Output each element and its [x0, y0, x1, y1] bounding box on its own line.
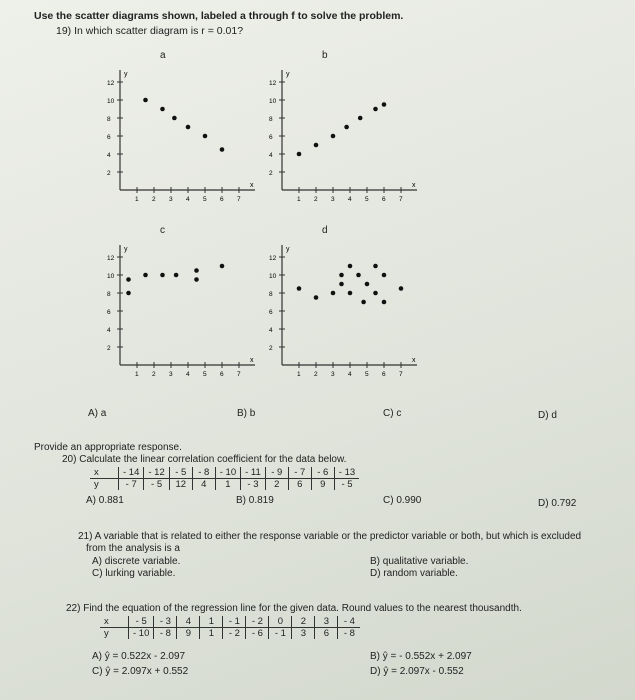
data-point: [174, 273, 179, 278]
x-tick-label: 6: [220, 196, 224, 203]
data-point: [399, 286, 404, 291]
q20-option-c[interactable]: C) 0.990: [383, 495, 422, 506]
data-point: [382, 300, 387, 305]
plot-label: a: [160, 50, 166, 61]
q19-option-c[interactable]: C) c: [383, 408, 402, 419]
y-tick-label: 2: [107, 345, 111, 352]
x-tick-label: 7: [399, 371, 403, 378]
data-point: [143, 98, 148, 103]
table-cell: - 8: [338, 628, 361, 640]
table-cell: 3: [292, 628, 315, 640]
table-cell: - 5: [129, 616, 154, 628]
data-point: [314, 143, 319, 148]
data-point: [297, 286, 302, 291]
table-cell: x: [100, 616, 129, 628]
y-tick-label: 6: [269, 309, 273, 316]
data-point: [194, 268, 199, 273]
x-axis-label: x: [250, 357, 254, 364]
plot-label: c: [160, 225, 165, 236]
x-tick-label: 5: [203, 196, 207, 203]
data-point: [331, 134, 336, 139]
y-tick-label: 4: [269, 152, 273, 159]
x-tick-label: 7: [237, 196, 241, 203]
data-point: [348, 291, 353, 296]
table-cell: - 7: [119, 479, 144, 491]
table-cell: 1: [200, 628, 223, 640]
x-tick-label: 4: [348, 196, 352, 203]
x-tick-label: 1: [297, 371, 301, 378]
data-point: [331, 291, 336, 296]
y-tick-label: 8: [269, 291, 273, 298]
table-cell: 4: [192, 479, 215, 491]
data-point: [297, 152, 302, 157]
x-tick-label: 5: [203, 371, 207, 378]
data-point: [373, 264, 378, 269]
x-tick-label: 5: [365, 196, 369, 203]
x-tick-label: 3: [169, 371, 173, 378]
table-cell: - 7: [288, 467, 311, 479]
x-tick-label: 4: [186, 196, 190, 203]
table-cell: - 6: [246, 628, 269, 640]
y-tick-label: 8: [107, 116, 111, 123]
plot-label: b: [322, 50, 328, 61]
table-cell: 6: [288, 479, 311, 491]
table-cell: - 13: [334, 467, 359, 479]
table-cell: - 9: [265, 467, 288, 479]
y-tick-label: 4: [107, 152, 111, 159]
data-point: [373, 291, 378, 296]
data-point: [365, 282, 370, 287]
q22-option-c[interactable]: C) ŷ = 2.097x + 0.552: [92, 666, 189, 677]
q20-option-b[interactable]: B) 0.819: [236, 495, 274, 506]
y-tick-label: 12: [107, 255, 115, 262]
x-tick-label: 7: [399, 196, 403, 203]
scatter-plot-d: [262, 237, 432, 387]
table-cell: - 3: [241, 479, 266, 491]
table-cell: 4: [177, 616, 200, 628]
q22-option-b[interactable]: B) ŷ = - 0.552x + 2.097: [370, 651, 472, 662]
data-point: [220, 264, 225, 269]
table-cell: - 5: [169, 467, 192, 479]
q19-option-b[interactable]: B) b: [237, 408, 256, 419]
y-tick-label: 4: [269, 327, 273, 334]
q20-table: [90, 467, 359, 490]
y-tick-label: 2: [269, 170, 273, 177]
table-cell: - 14: [119, 467, 144, 479]
question-21: 21) A variable that is related to either the response variable or the predictor variable or both, but which is excluded: [78, 531, 582, 542]
x-tick-label: 4: [186, 371, 190, 378]
x-tick-label: 3: [331, 371, 335, 378]
q21-option-a[interactable]: A) discrete variable.: [92, 556, 181, 567]
q22-option-a[interactable]: A) ŷ = 0.522x - 2.097: [92, 651, 186, 662]
table-cell: - 12: [144, 467, 169, 479]
x-tick-label: 1: [135, 371, 139, 378]
y-tick-label: 12: [269, 80, 277, 87]
data-point: [126, 277, 131, 282]
y-tick-label: 6: [107, 134, 111, 141]
scatter-plot-c: [100, 237, 270, 387]
data-point: [339, 273, 344, 278]
data-point: [143, 273, 148, 278]
x-tick-label: 7: [237, 371, 241, 378]
scatter-plot-b: [262, 62, 432, 212]
data-point: [314, 295, 319, 300]
x-tick-label: 6: [382, 371, 386, 378]
table-cell: 0: [269, 616, 292, 628]
x-axis-label: x: [250, 182, 254, 189]
y-axis-label: y: [286, 71, 290, 78]
table-cell: 9: [177, 628, 200, 640]
question-19: 19) In which scatter diagram is r = 0.01?: [56, 25, 244, 37]
data-point: [382, 273, 387, 278]
y-tick-label: 8: [269, 116, 273, 123]
data-point: [160, 107, 165, 112]
data-point: [382, 102, 387, 107]
scatter-plot-a: [100, 62, 270, 212]
plot-label: d: [322, 225, 328, 236]
question-20: 20) Calculate the linear correlation coefficient for the data below.: [62, 454, 347, 465]
q19-option-d[interactable]: D) d: [538, 410, 557, 421]
x-tick-label: 5: [365, 371, 369, 378]
section-heading: Provide an appropriate response.: [34, 442, 182, 453]
data-point: [172, 116, 177, 121]
table-cell: 1: [200, 616, 223, 628]
data-point: [160, 273, 165, 278]
data-point: [361, 300, 366, 305]
table-cell: - 1: [223, 616, 246, 628]
x-axis-label: x: [412, 357, 416, 364]
x-tick-label: 6: [382, 196, 386, 203]
table-cell: 1: [215, 479, 240, 491]
y-axis-label: y: [124, 71, 128, 78]
table-cell: - 6: [311, 467, 334, 479]
y-tick-label: 10: [107, 98, 115, 105]
y-tick-label: 10: [269, 98, 277, 105]
x-tick-label: 2: [152, 196, 156, 203]
table-cell: y: [104, 628, 109, 639]
data-point: [356, 273, 361, 278]
data-point: [194, 277, 199, 282]
data-point: [126, 291, 131, 296]
data-point: [220, 147, 225, 152]
table-cell: - 4: [338, 616, 361, 628]
question-22: 22) Find the equation of the regression line for the given data. Round values to the nearest thousandth.: [66, 603, 522, 614]
y-tick-label: 6: [269, 134, 273, 141]
y-axis-label: y: [286, 246, 290, 253]
y-tick-label: 2: [269, 345, 273, 352]
table-cell: - 8: [154, 628, 177, 640]
data-point: [203, 134, 208, 139]
table-cell: 2: [265, 479, 288, 491]
x-tick-label: 2: [314, 196, 318, 203]
data-point: [358, 116, 363, 121]
table-cell: - 3: [154, 616, 177, 628]
q21-option-d[interactable]: D) random variable.: [370, 568, 458, 579]
q22-option-d[interactable]: D) ŷ = 2.097x - 0.552: [370, 666, 464, 677]
q21-option-c[interactable]: C) lurking variable.: [92, 568, 176, 579]
y-tick-label: 6: [107, 309, 111, 316]
y-tick-label: 12: [269, 255, 277, 262]
q20-option-d[interactable]: D) 0.792: [538, 498, 577, 509]
table-cell: - 2: [246, 616, 269, 628]
table-cell: - 11: [241, 467, 266, 479]
y-tick-label: 4: [107, 327, 111, 334]
table-cell: - 10: [215, 467, 240, 479]
q22-table: [100, 616, 360, 639]
table-cell: 9: [311, 479, 334, 491]
x-tick-label: 2: [314, 371, 318, 378]
table-cell: y: [94, 479, 99, 490]
y-tick-label: 10: [269, 273, 277, 280]
x-tick-label: 6: [220, 371, 224, 378]
table-cell: x: [90, 467, 119, 479]
data-point: [348, 264, 353, 269]
x-tick-label: 3: [331, 196, 335, 203]
table-cell: - 5: [144, 479, 169, 491]
data-point: [339, 282, 344, 287]
table-cell: - 8: [192, 467, 215, 479]
q21-option-b[interactable]: B) qualitative variable.: [370, 556, 469, 567]
y-tick-label: 12: [107, 80, 115, 87]
x-tick-label: 1: [297, 196, 301, 203]
table-cell: 3: [315, 616, 338, 628]
x-axis-label: x: [412, 182, 416, 189]
instruction: Use the scatter diagrams shown, labeled a through f to solve the problem.: [34, 10, 404, 22]
y-tick-label: 2: [107, 170, 111, 177]
y-tick-label: 10: [107, 273, 115, 280]
table-cell: 6: [315, 628, 338, 640]
table-cell: - 10: [129, 628, 154, 640]
question-21-cont: from the analysis is a: [86, 543, 180, 554]
table-cell: 12: [169, 479, 192, 491]
y-tick-label: 8: [107, 291, 111, 298]
table-cell: - 2: [223, 628, 246, 640]
x-tick-label: 1: [135, 196, 139, 203]
data-point: [186, 125, 191, 130]
x-tick-label: 2: [152, 371, 156, 378]
y-axis-label: y: [124, 246, 128, 253]
table-cell: - 1: [269, 628, 292, 640]
table-cell: 2: [292, 616, 315, 628]
data-point: [373, 107, 378, 112]
x-tick-label: 4: [348, 371, 352, 378]
q20-option-a[interactable]: A) 0.881: [86, 495, 124, 506]
x-tick-label: 3: [169, 196, 173, 203]
data-point: [344, 125, 349, 130]
table-cell: - 5: [334, 479, 359, 491]
q19-option-a[interactable]: A) a: [88, 408, 107, 419]
